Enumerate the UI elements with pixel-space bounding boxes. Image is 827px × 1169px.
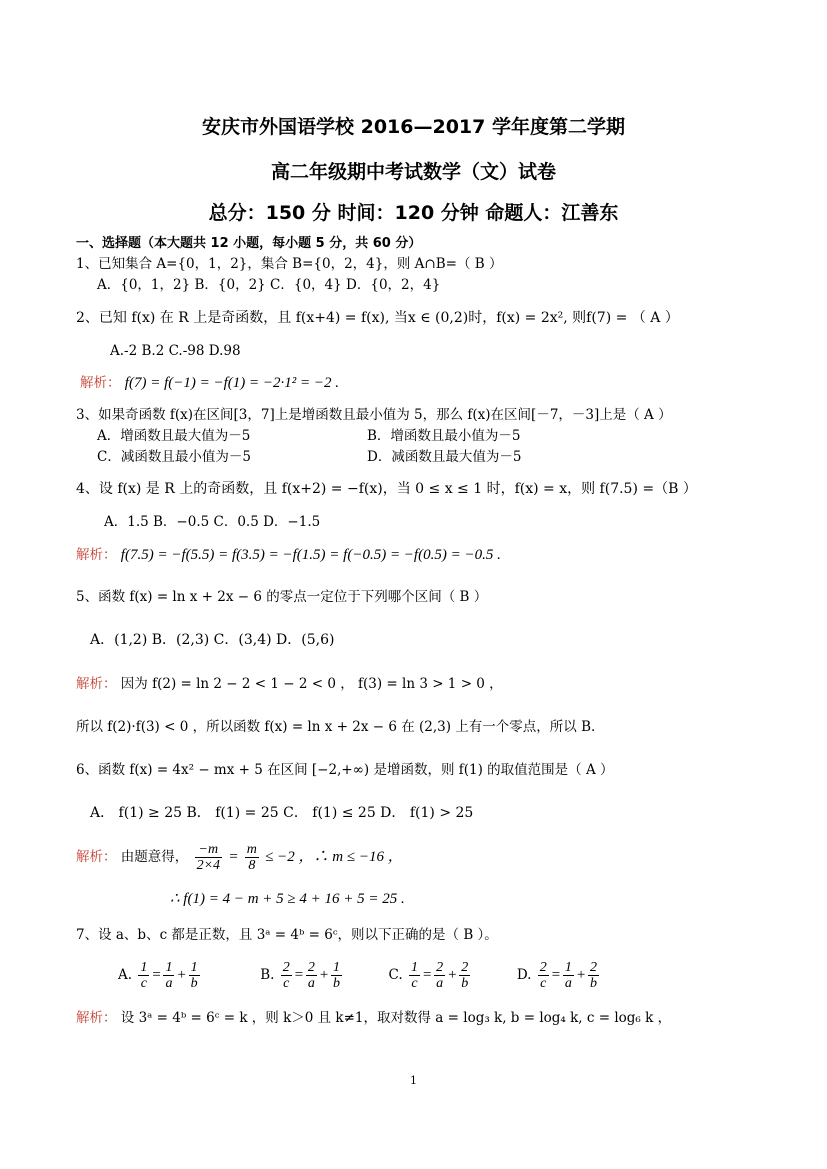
- q2-solution: [80, 374, 339, 392]
- q1-stem: 1、已知集合 A={0，1，2}，集合 B={0，2，4}，则 A∩B=（ B ）: [76, 256, 503, 272]
- q3-option-b: B．增函数且最小值为－5: [367, 428, 521, 444]
- q6-sol-prefix: 由题意得，: [120, 849, 189, 865]
- solution-label: 解析：: [76, 1010, 117, 1026]
- solution-label: 解析：: [76, 547, 117, 563]
- q6-solution-line2: ∴ f(1) = 4 − m + 5 ≥ 4 + 16 + 5 = 25 .: [170, 891, 405, 907]
- q4-stem: 4、设 f(x) 是 R 上的奇函数，且 f(x+2) = −f(x)，当 0 ≤ x ≤ 1 时，f(x) = x，则 f(7.5) =（B ）: [76, 481, 697, 497]
- q4-solution-text: f(7.5) = −f(5.5) = f(3.5) = −f(1.5) = f(−0.5) = −f(0.5) = −0.5 .: [120, 547, 501, 563]
- q2-stem: 2、已知 f(x) 在 R 上是奇函数，且 f(x+4) = f(x), 当x ∈ (0,2)时，f(x) = 2x², 则f(7) = （ A ）: [76, 310, 679, 326]
- solution-label: 解析：: [80, 375, 121, 391]
- page-number: 1: [410, 1074, 417, 1087]
- q3-stem: 3、如果奇函数 f(x)在区间[3，7]上是增函数且最小值为 5，那么 f(x)在区间[－7，－3]上是（ A ）: [76, 407, 672, 423]
- q6-fraction-1: $\frac{-m}{2\times 4}$: [196, 842, 221, 873]
- q4-options: A．1.5 B．−0.5 C．0.5 D．−1.5: [104, 514, 321, 530]
- q3-option-d: D．减函数且最大值为－5: [367, 449, 522, 465]
- q7-stem: 7、设 a、b、c 都是正数，且 3ᵃ = 4ᵇ = 6ᶜ，则以下正确的是（ B ）。: [76, 927, 498, 943]
- school-term-title: 安庆市外国语学校 2016—2017 学年度第二学期: [202, 116, 625, 138]
- q5-stem: 5、函数 f(x) = ln x + 2x − 6 的零点一定位于下列哪个区间（ B ）: [76, 589, 488, 605]
- q4-solution: [76, 546, 501, 564]
- q6-stem: 6、函数 f(x) = 4x² − mx + 5 在区间 [−2,+∞) 是增函数，则 f(1) 的取值范围是（ A ）: [76, 762, 614, 778]
- q2-options: A.-2 B.2 C.-98 D.98: [110, 343, 241, 359]
- q7-option-a-label: A.: [118, 967, 133, 983]
- q5-options: A．(1,2) B．(2,3) C．(3,4) D．(5,6): [90, 632, 335, 648]
- section-heading: 一、选择题（本大题共 12 小题，每小题 5 分，共 60 分）: [76, 236, 422, 251]
- q5-solution-line2: 所以 f(2)·f(3) < 0 ，所以函数 f(x) = ln x + 2x − 6 在 (2,3) 上有一个零点，所以 B.: [76, 719, 596, 735]
- q3-option-c: C．减函数且最小值为－5: [97, 449, 251, 465]
- q7-solution-text: 设 3ᵃ = 4ᵇ = 6ᶜ = k ，则 k＞0 且 k≠1，取对数得 a = log₃ k, b = log₄ k, c = log₆ k ，: [120, 1010, 672, 1026]
- q1-options: A．{0，1，2} B．{0，2} C．{0，4} D．{0，2，4}: [97, 277, 441, 293]
- exam-info: 总分：150 分 时间：120 分钟 命题人：江善东: [208, 202, 619, 224]
- q6-options: A． f(1) ≥ 25 B． f(1) = 25 C． f(1) ≤ 25 D． f(1) > 25: [90, 805, 474, 821]
- exam-title: 高二年级期中考试数学（文）试卷: [270, 161, 556, 183]
- q7-option-b-label: B.: [260, 967, 275, 983]
- q6-solution-line1: 解析： 由题意得， $\frac{-m}{2\times 4}$ = $\frac{m}{8}$ ≤ −2 ，∴ m ≤ −16 ，: [76, 842, 403, 873]
- solution-label: 解析：: [76, 676, 117, 692]
- q7-option-d-label: D.: [516, 967, 532, 983]
- q7-options: A. $\frac{1}{c}$ = $\frac{1}{a}$ + $\frac{1}{b}$ B. $\frac{2}{c}$ = $\frac{2}{a}$ + $\frac{1}{b}$ C. $\frac{1}{c}$ = $\frac{2}{a}$ + $\frac{2}{b}$ D. $\frac{2}{c}$ = $\frac{1}{a}$ + $\frac{2}{b}$: [118, 960, 598, 991]
- q6-fraction-2: $\frac{m}{8}$: [246, 842, 257, 873]
- q3-option-a: A．增函数且最大值为－5: [97, 428, 251, 444]
- q6-sol-tail: ≤ −2 ，∴ m ≤ −16 ，: [265, 849, 403, 865]
- q7-solution: [76, 1010, 671, 1026]
- q5-solution-line1: [76, 676, 503, 692]
- q2-solution-text: f(7) = f(−1) = −f(1) = −2·1² = −2 .: [124, 375, 339, 391]
- solution-label: 解析：: [76, 849, 117, 865]
- q7-option-c-label: C.: [388, 967, 403, 983]
- q5-solution-text1: 因为 f(2) = ln 2 − 2 < 1 − 2 < 0 ， f(3) = ln 3 > 1 > 0 ，: [120, 676, 503, 692]
